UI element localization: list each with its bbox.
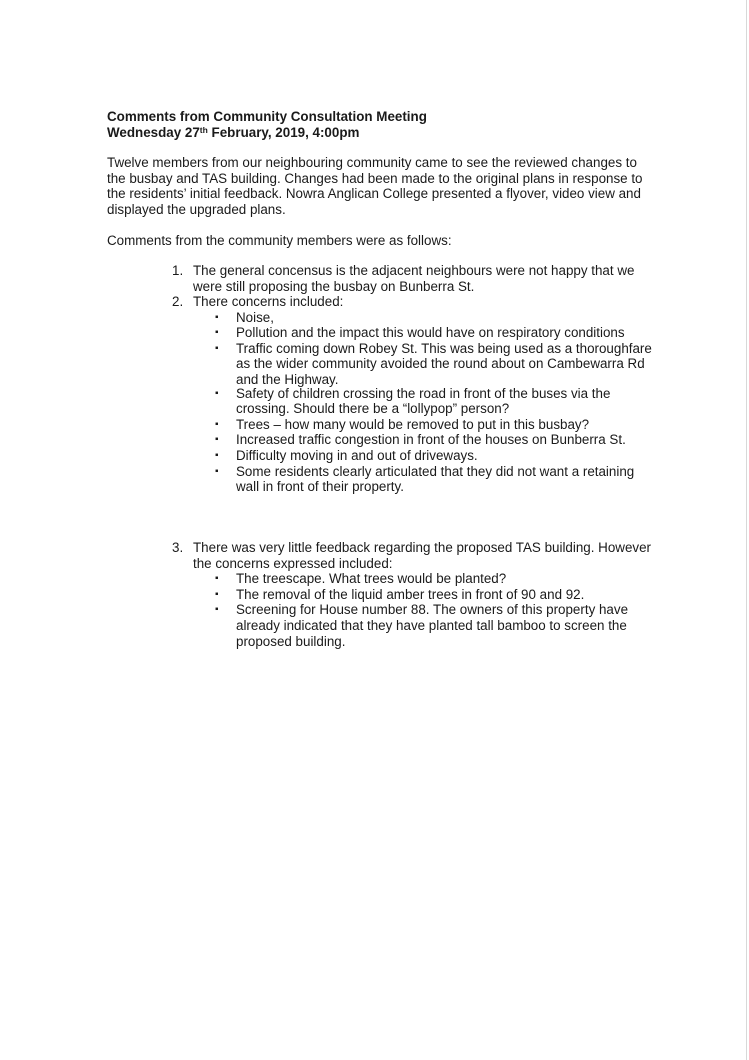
bullet-marker: ▪ [215, 450, 219, 461]
bullet-marker: ▪ [215, 573, 219, 585]
bullet-text: Screening for House number 88. The owners of this property have [236, 602, 629, 618]
heading-title: Comments from Community Consultation Meeting [107, 109, 427, 124]
heading-date-suffix: February, 2019, 4:00pm [207, 125, 360, 140]
list-item-line: There was very little feedback regarding the proposed TAS building. However [193, 540, 652, 555]
bullet-text: Noise, [236, 309, 274, 325]
list-item-line: were still proposing the busbay on Bunberra St. [193, 278, 475, 294]
bullet-text: Increased traffic congestion in front of the houses on Bunberra St. [236, 432, 626, 448]
intro-paragraph [107, 155, 652, 217]
bullet-marker: ▪ [215, 465, 219, 477]
bullet-marker: ▪ [215, 387, 219, 399]
bullet-marker: ▪ [215, 418, 219, 430]
bullet-text: proposed building. [236, 633, 346, 649]
intro-line: displayed the upgraded plans. [107, 201, 286, 217]
comments-intro: Comments from the community members were as follows: [107, 233, 452, 248]
heading-date-prefix: Wednesday 27 [107, 125, 200, 140]
list-item-line: The general concensus is the adjacent neighbours were not happy that we [193, 263, 635, 278]
intro-line: the residents’ initial feedback. Nowra Anglican College presented a flyover, video view and [107, 186, 641, 202]
list-item-line: There concerns included: [193, 294, 344, 309]
bullet-text: wall in front of their property. [236, 479, 404, 495]
bullet-text: The removal of the liquid amber trees in front of 90 and 92. [236, 586, 585, 602]
document-heading [107, 109, 427, 141]
list-number: 1. [172, 263, 184, 278]
bullet-marker: ▪ [215, 604, 219, 616]
intro-line: Twelve members from our neighbouring community came to see the reviewed changes to [107, 155, 637, 170]
list-number: 2. [172, 294, 184, 309]
bullet-text: crossing. Should there be a “lollypop” person? [236, 401, 510, 417]
bullet-text: Traffic coming down Robey St. This was being used as a thoroughfare [236, 340, 652, 356]
bullet-text: as the wider community avoided the round about on Cambewarra Rd [236, 356, 645, 372]
page-edge [746, 0, 747, 1060]
bullet-text: already indicated that they have planted tall bamboo to screen the [236, 618, 627, 633]
intro-line: the busbay and TAS building. Changes had been made to the original plans in response to [107, 170, 643, 186]
heading-date [107, 125, 427, 141]
bullet-text: Pollution and the impact this would have on respiratory conditions [236, 325, 625, 341]
bullet-marker: ▪ [215, 434, 219, 446]
bullet-text: The treescape. What trees would be planted? [236, 571, 507, 587]
bullet-text: Some residents clearly articulated that they did not want a retaining [236, 463, 635, 479]
bullet-text: and the Highway. [236, 372, 339, 387]
list-item-line: the concerns expressed included: [193, 555, 393, 571]
bullet-marker: ▪ [215, 327, 219, 339]
bullet-text: Safety of children crossing the road in front of the buses via the [236, 385, 611, 401]
heading-date-ordinal: th [199, 125, 208, 135]
bullet-marker: ▪ [215, 342, 219, 354]
list-number: 3. [172, 540, 184, 555]
bullet-text: Trees – how many would be removed to put in this busbay? [236, 416, 590, 432]
bullet-text: Difficulty moving in and out of driveways. [236, 448, 478, 463]
bullet-marker: ▪ [215, 311, 219, 323]
bullet-marker: ▪ [215, 588, 219, 600]
